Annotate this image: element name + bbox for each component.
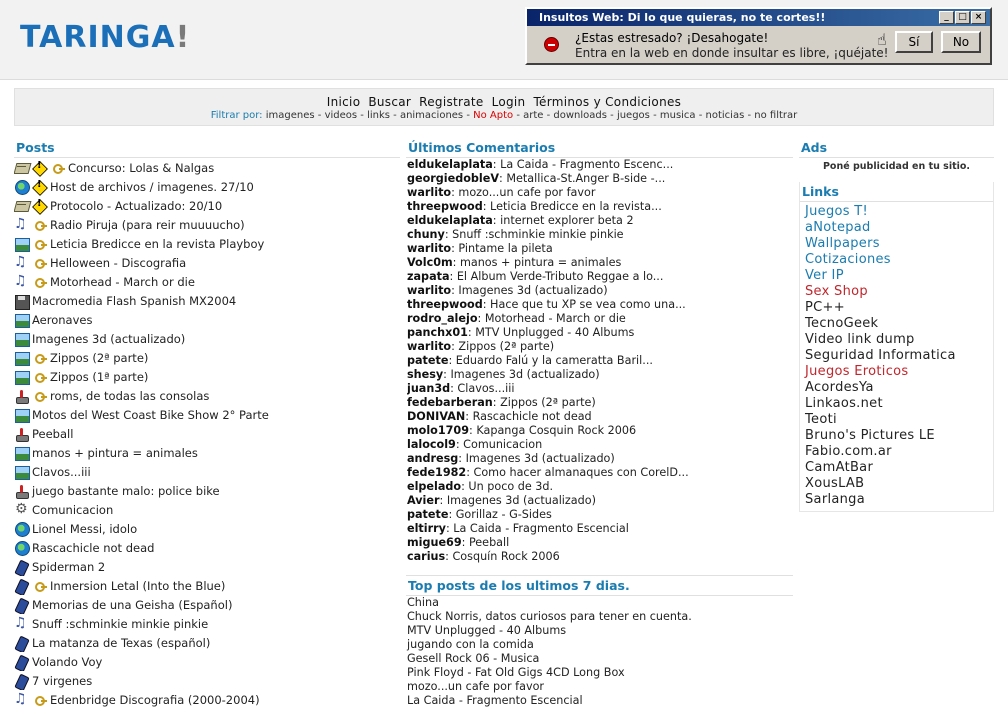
comment-user[interactable]: lalocol9 <box>407 438 456 451</box>
link-item[interactable]: XousLAB <box>805 476 865 491</box>
post-item[interactable] <box>14 234 400 253</box>
no-button[interactable]: No <box>941 31 981 53</box>
link-item[interactable]: Juegos Eroticos <box>805 364 909 379</box>
joystick-icon <box>14 427 30 441</box>
site-logo[interactable] <box>20 20 190 55</box>
post-item[interactable] <box>14 595 400 614</box>
comment-text[interactable]: : Un poco de 3d. <box>461 480 554 493</box>
music-icon <box>14 275 30 289</box>
main-nav <box>14 88 994 126</box>
ads-heading: Ads <box>799 138 994 158</box>
popup-body <box>527 26 990 61</box>
post-title[interactable]: manos + pintura = animales <box>32 445 198 460</box>
comment-item[interactable] <box>407 382 793 396</box>
popup-ad-window <box>525 7 992 65</box>
key-icon <box>32 389 48 403</box>
comment-user[interactable]: rodro_alejo <box>407 312 478 325</box>
link-item[interactable]: Sarlanga <box>805 492 865 507</box>
comment-text[interactable]: : Leticia Bredicce en la revista... <box>482 200 662 213</box>
post-title[interactable]: juego bastante malo: police bike <box>32 483 220 498</box>
post-title[interactable]: Leticia Bredicce en la revista Playboy <box>50 236 265 251</box>
post-item[interactable] <box>14 614 400 633</box>
phone-icon <box>14 579 30 593</box>
post-title[interactable]: Rascachicle not dead <box>32 540 155 555</box>
comment-item[interactable] <box>407 452 793 466</box>
key-icon <box>32 275 48 289</box>
music-icon <box>14 617 30 631</box>
comment-text[interactable]: : Como hacer almanaques con CorelD... <box>466 466 689 479</box>
book-icon <box>14 199 30 213</box>
posts-heading: Posts <box>14 138 400 158</box>
comment-user[interactable]: threepwood <box>407 200 483 213</box>
key-icon <box>32 218 48 232</box>
comment-text[interactable]: : Motorhead - March or die <box>477 312 626 325</box>
post-item[interactable] <box>14 215 400 234</box>
comment-user[interactable]: patete <box>407 354 449 367</box>
filter-link[interactable]: no filtrar <box>754 110 798 121</box>
floppy-disk-icon <box>14 294 30 308</box>
comment-text[interactable]: : mozo...un cafe por favor <box>451 186 596 199</box>
comment-user[interactable]: eldukelaplata <box>407 214 493 227</box>
popup-headline: ¿Estas estresado? ¡Desahogate! <box>575 31 769 45</box>
post-title[interactable]: Radio Piruja (para reir muuuucho) <box>50 217 245 232</box>
comment-text[interactable]: : Imagenes 3d (actualizado) <box>451 284 608 297</box>
link-item[interactable]: Cotizaciones <box>805 252 891 267</box>
image-icon <box>14 332 30 346</box>
yes-button[interactable]: Sí <box>895 31 933 53</box>
image-icon <box>14 237 30 251</box>
post-item[interactable] <box>14 424 400 443</box>
post-item[interactable] <box>14 538 400 557</box>
post-title[interactable]: Volando Voy <box>32 654 103 669</box>
phone-icon <box>14 636 30 650</box>
filter-link[interactable]: downloads <box>553 110 607 121</box>
comment-item[interactable] <box>407 214 793 228</box>
key-icon <box>32 351 48 365</box>
link-item[interactable]: PC++ <box>805 300 845 315</box>
comment-user[interactable]: warlito <box>407 186 452 199</box>
link-item[interactable]: AcordesYa <box>805 380 874 395</box>
comment-item[interactable] <box>407 368 793 382</box>
post-title[interactable]: La matanza de Texas (español) <box>32 635 211 650</box>
comment-user[interactable]: andresg <box>407 452 459 465</box>
comment-text[interactable]: : Clavos...iii <box>450 382 515 395</box>
comment-user[interactable]: carius <box>407 550 446 563</box>
comment-text[interactable]: : Zippos (2ª parte) <box>492 396 596 409</box>
filter-link[interactable]: musica <box>659 110 696 121</box>
angry-face-icon <box>544 37 559 52</box>
post-title[interactable]: Comunicacion <box>32 502 114 517</box>
ads-note[interactable]: Poné publicidad en tu sitio. <box>822 161 971 172</box>
music-icon <box>14 256 30 270</box>
comment-user[interactable]: Avier <box>407 494 440 507</box>
joystick-icon <box>14 484 30 498</box>
posts-panel <box>14 138 400 711</box>
top-post-item[interactable]: Gesell Rock 06 - Musica <box>407 652 540 665</box>
comment-text[interactable]: : Pintame la pileta <box>451 242 553 255</box>
comment-text[interactable]: : Hace que tu XP se vea como una... <box>482 298 686 311</box>
link-item[interactable]: CamAtBar <box>805 460 874 475</box>
link-item[interactable]: Bruno's Pictures LE <box>805 428 935 443</box>
nav-item-4[interactable]: Términos y Condiciones <box>533 95 682 109</box>
close-button[interactable]: × <box>971 11 986 24</box>
post-item[interactable] <box>14 291 400 310</box>
post-title[interactable]: Edenbridge Discografia (2000-2004) <box>50 692 260 707</box>
link-item[interactable]: TecnoGeek <box>805 316 879 331</box>
comment-item[interactable] <box>407 508 793 522</box>
comment-user[interactable]: DONIVAN <box>407 410 466 423</box>
filter-label: Filtrar por: <box>210 110 263 121</box>
phone-icon <box>14 560 30 574</box>
comment-user[interactable]: molo1709 <box>407 424 470 437</box>
popup-message: Entra en la web en donde insultar es libre, ¡quéjate! <box>575 46 889 60</box>
site-header <box>0 0 1008 80</box>
comment-text[interactable]: : Comunicacion <box>455 438 543 451</box>
comment-user[interactable]: Volc0m <box>407 256 453 269</box>
post-item[interactable] <box>14 500 400 519</box>
post-title[interactable]: Clavos...iii <box>32 464 91 479</box>
comment-item[interactable] <box>407 284 793 298</box>
comment-text[interactable]: : Rascachicle not dead <box>465 410 592 423</box>
music-icon <box>14 693 30 707</box>
post-title[interactable]: Memorias de una Geisha (Español) <box>32 597 233 612</box>
comment-item[interactable] <box>407 172 793 186</box>
post-item[interactable] <box>14 386 400 405</box>
post-item[interactable] <box>14 310 400 329</box>
comment-text[interactable]: : Kapanga Cosquin Rock 2006 <box>469 424 637 437</box>
links-panel <box>799 182 994 512</box>
comment-user[interactable]: shesy <box>407 368 444 381</box>
post-title[interactable]: roms, de todas las consolas <box>50 388 210 403</box>
comment-user[interactable]: eldukelaplata <box>407 158 493 171</box>
image-icon <box>14 370 30 384</box>
phone-icon <box>14 655 30 669</box>
comment-item[interactable] <box>407 326 793 340</box>
comment-user[interactable]: zapata <box>407 270 450 283</box>
comment-user[interactable]: elpelado <box>407 480 462 493</box>
comment-item[interactable] <box>407 480 793 494</box>
comment-item[interactable] <box>407 256 793 270</box>
image-icon <box>14 408 30 422</box>
ads-panel <box>799 138 994 178</box>
comment-text[interactable]: : Imagenes 3d (actualizado) <box>458 452 615 465</box>
link-item[interactable]: Video link dump <box>805 332 915 347</box>
warning-icon <box>32 199 48 213</box>
top-post-item[interactable]: mozo...un cafe por favor <box>407 680 545 693</box>
comment-text[interactable]: : El Album Verde-Tributo Reggae a lo... <box>449 270 664 283</box>
key-icon <box>32 256 48 270</box>
minimize-button[interactable]: _ <box>939 11 954 24</box>
key-icon <box>32 237 48 251</box>
top-post-item[interactable]: Chuck Norris, datos curiosos para tener en cuenta. <box>407 610 692 623</box>
comment-user[interactable]: eltirry <box>407 522 446 535</box>
comment-item[interactable] <box>407 550 793 564</box>
link-item[interactable]: Sex Shop <box>805 284 868 299</box>
comment-text[interactable]: : MTV Unplugged - 40 Albums <box>467 326 635 339</box>
phone-icon <box>14 674 30 688</box>
comment-user[interactable]: fedebarberan <box>407 396 493 409</box>
post-item[interactable] <box>14 177 400 196</box>
comment-user[interactable]: warlito <box>407 340 452 353</box>
nav-item-3[interactable]: Login <box>491 95 526 109</box>
comment-text[interactable]: : Zippos (2ª parte) <box>451 340 555 353</box>
gear-icon <box>14 503 30 517</box>
comment-user[interactable]: migue69 <box>407 536 462 549</box>
comment-item[interactable] <box>407 312 793 326</box>
top-post-item[interactable]: China <box>407 596 439 609</box>
book-icon <box>14 161 30 175</box>
top-posts-list <box>406 596 793 708</box>
comment-text[interactable]: : Imagenes 3d (actualizado) <box>439 494 596 507</box>
key-icon <box>32 370 48 384</box>
top-posts-panel <box>406 575 793 711</box>
globe-icon <box>14 180 30 194</box>
post-item[interactable] <box>14 272 400 291</box>
post-item[interactable] <box>14 576 400 595</box>
post-title[interactable]: Peeball <box>32 426 74 441</box>
link-item[interactable]: Ver IP <box>805 268 844 283</box>
post-item[interactable] <box>14 367 400 386</box>
phone-icon <box>14 598 30 612</box>
top-posts-heading: Top posts de los ultimos 7 dias. <box>406 576 793 596</box>
comment-user[interactable]: chuny <box>407 228 445 241</box>
key-icon <box>50 161 66 175</box>
comment-user[interactable]: panchx01 <box>407 326 468 339</box>
filter-bar: Filtrar por: imagenes - videos - links - animaciones - No Apto - arte - downloads - juegos - musica - noticias - no filtrar <box>210 110 798 121</box>
comment-item[interactable] <box>407 298 793 312</box>
comment-item[interactable] <box>407 158 793 172</box>
post-title[interactable]: Inmersion Letal (Into the Blue) <box>50 578 226 593</box>
logo-text: TARINGA <box>20 20 176 55</box>
comment-user[interactable]: threepwood <box>407 298 483 311</box>
post-item[interactable] <box>14 690 400 709</box>
joystick-icon <box>14 389 30 403</box>
post-title[interactable]: Aeronaves <box>32 312 93 327</box>
maximize-button[interactable]: □ <box>955 11 970 24</box>
comment-item[interactable] <box>407 228 793 242</box>
post-item[interactable] <box>14 196 400 215</box>
comment-item[interactable] <box>407 354 793 368</box>
post-item[interactable] <box>14 405 400 424</box>
comment-user[interactable]: patete <box>407 508 449 521</box>
comment-item[interactable] <box>407 270 793 284</box>
posts-list <box>14 158 400 709</box>
post-item[interactable] <box>14 481 400 500</box>
image-icon <box>14 313 30 327</box>
post-title[interactable]: Macromedia Flash Spanish MX2004 <box>32 293 237 308</box>
post-item[interactable] <box>14 443 400 462</box>
key-icon <box>32 693 48 707</box>
top-post-item[interactable]: jugando con la comida <box>407 638 534 651</box>
post-title[interactable]: Zippos (1ª parte) <box>50 369 149 384</box>
top-post-item[interactable]: MTV Unplugged - 40 Albums <box>407 624 567 637</box>
comment-text[interactable]: : internet explorer beta 2 <box>492 214 634 227</box>
post-title[interactable]: Lionel Messi, idolo <box>32 521 138 536</box>
comment-item[interactable] <box>407 410 793 424</box>
comment-item[interactable] <box>407 424 793 438</box>
post-title[interactable]: Motos del West Coast Bike Show 2° Parte <box>32 407 269 422</box>
link-item[interactable]: Wallpapers <box>805 236 880 251</box>
comment-user[interactable]: georgiedobleV <box>407 172 500 185</box>
comment-text[interactable]: : Imagenes 3d (actualizado) <box>443 368 600 381</box>
post-item[interactable] <box>14 652 400 671</box>
image-icon <box>14 351 30 365</box>
post-title[interactable]: Snuff :schminkie minkie pinkie <box>32 616 209 631</box>
post-item[interactable] <box>14 348 400 367</box>
comment-item[interactable] <box>407 186 793 200</box>
nav-item-2[interactable]: Registrate <box>419 95 484 109</box>
post-title[interactable]: Motorhead - March or die <box>50 274 195 289</box>
globe-icon <box>14 522 30 536</box>
comment-user[interactable]: juan3d <box>407 382 451 395</box>
filter-link[interactable]: juegos <box>616 110 650 121</box>
comment-user[interactable]: warlito <box>407 284 452 297</box>
post-title[interactable]: Protocolo - Actualizado: 20/10 <box>50 198 223 213</box>
logo-bang: ! <box>175 20 191 55</box>
image-icon <box>14 446 30 460</box>
warning-icon <box>32 180 48 194</box>
filter-link[interactable]: No Apto <box>473 110 514 121</box>
link-item[interactable]: aNotepad <box>805 220 871 235</box>
comment-user[interactable]: warlito <box>407 242 452 255</box>
filter-link[interactable]: noticias <box>705 110 745 121</box>
image-icon <box>14 465 30 479</box>
post-title[interactable]: Helloween - Discografia <box>50 255 187 270</box>
comment-item[interactable] <box>407 200 793 214</box>
comment-item[interactable] <box>407 340 793 354</box>
globe-icon <box>14 541 30 555</box>
comment-item[interactable] <box>407 522 793 536</box>
post-item[interactable] <box>14 671 400 690</box>
comment-item[interactable] <box>407 536 793 550</box>
comment-text[interactable]: : Metallica-St.Anger B-side -... <box>499 172 666 185</box>
link-item[interactable]: Seguridad Informatica <box>805 348 956 363</box>
post-item[interactable] <box>14 519 400 538</box>
nav-item-0[interactable]: Inicio <box>326 95 361 109</box>
post-title[interactable]: Host de archivos / imagenes. 27/10 <box>50 179 254 194</box>
post-item[interactable] <box>14 633 400 652</box>
post-item[interactable] <box>14 158 400 177</box>
link-item[interactable]: Juegos T! <box>805 204 869 219</box>
post-item[interactable] <box>14 557 400 576</box>
comments-heading: Últimos Comentarios <box>406 138 793 158</box>
filter-link[interactable]: animaciones <box>399 110 464 121</box>
nav-item-1[interactable]: Buscar <box>368 95 412 109</box>
comment-user[interactable]: fede1982 <box>407 466 467 479</box>
comment-item[interactable] <box>407 438 793 452</box>
post-title[interactable]: Zippos (2ª parte) <box>50 350 149 365</box>
link-item[interactable]: Linkaos.net <box>805 396 883 411</box>
post-item[interactable] <box>14 253 400 272</box>
comment-text[interactable]: : Eduardo Falú y la cameratta Baril... <box>448 354 653 367</box>
hand-cursor-icon: ☝ <box>877 30 887 49</box>
nav-links <box>15 89 993 109</box>
filter-link[interactable]: videos <box>324 110 358 121</box>
filter-link[interactable]: links <box>367 110 390 121</box>
filter-link[interactable]: arte <box>523 110 544 121</box>
comment-item[interactable] <box>407 242 793 256</box>
comment-text[interactable]: : La Caida - Fragmento Escenc... <box>492 158 674 171</box>
post-title[interactable]: 7 virgenes <box>32 673 93 688</box>
top-post-item[interactable]: Pink Floyd - Fat Old Gigs 4CD Long Box <box>407 666 625 679</box>
post-item[interactable] <box>14 329 400 348</box>
post-title[interactable]: Imagenes 3d (actualizado) <box>32 331 186 346</box>
comment-item[interactable] <box>407 466 793 480</box>
filter-link[interactable]: imagenes <box>265 110 315 121</box>
link-item[interactable]: Fabio.com.ar <box>805 444 892 459</box>
key-icon <box>32 579 48 593</box>
comment-text[interactable]: : Snuff :schminkie minkie pinkie <box>444 228 624 241</box>
comment-item[interactable] <box>407 396 793 410</box>
comment-text[interactable]: : La Caida - Fragmento Escencial <box>445 522 629 535</box>
popup-title-bar[interactable] <box>527 9 990 26</box>
warning-icon <box>32 161 48 175</box>
link-item[interactable]: Teoti <box>805 412 837 427</box>
post-title[interactable]: Spiderman 2 <box>32 559 106 574</box>
comment-item[interactable] <box>407 494 793 508</box>
comment-text[interactable]: : manos + pintura = animales <box>452 256 622 269</box>
comments-list <box>406 158 793 564</box>
comment-text[interactable]: : Peeball <box>461 536 510 549</box>
links-heading: Links <box>800 182 993 202</box>
top-post-item[interactable]: La Caida - Fragmento Escencial <box>407 694 583 707</box>
music-icon <box>14 218 30 232</box>
comments-panel <box>406 138 793 568</box>
post-title[interactable]: Concurso: Lolas & Nalgas <box>68 160 215 175</box>
post-item[interactable] <box>14 462 400 481</box>
comment-text[interactable]: : Cosquín Rock 2006 <box>445 550 560 563</box>
comment-text[interactable]: : Gorillaz - G-Sides <box>448 508 552 521</box>
popup-title: Insultos Web: Di lo que quieras, no te cortes!! <box>539 11 826 24</box>
links-list <box>800 202 993 508</box>
